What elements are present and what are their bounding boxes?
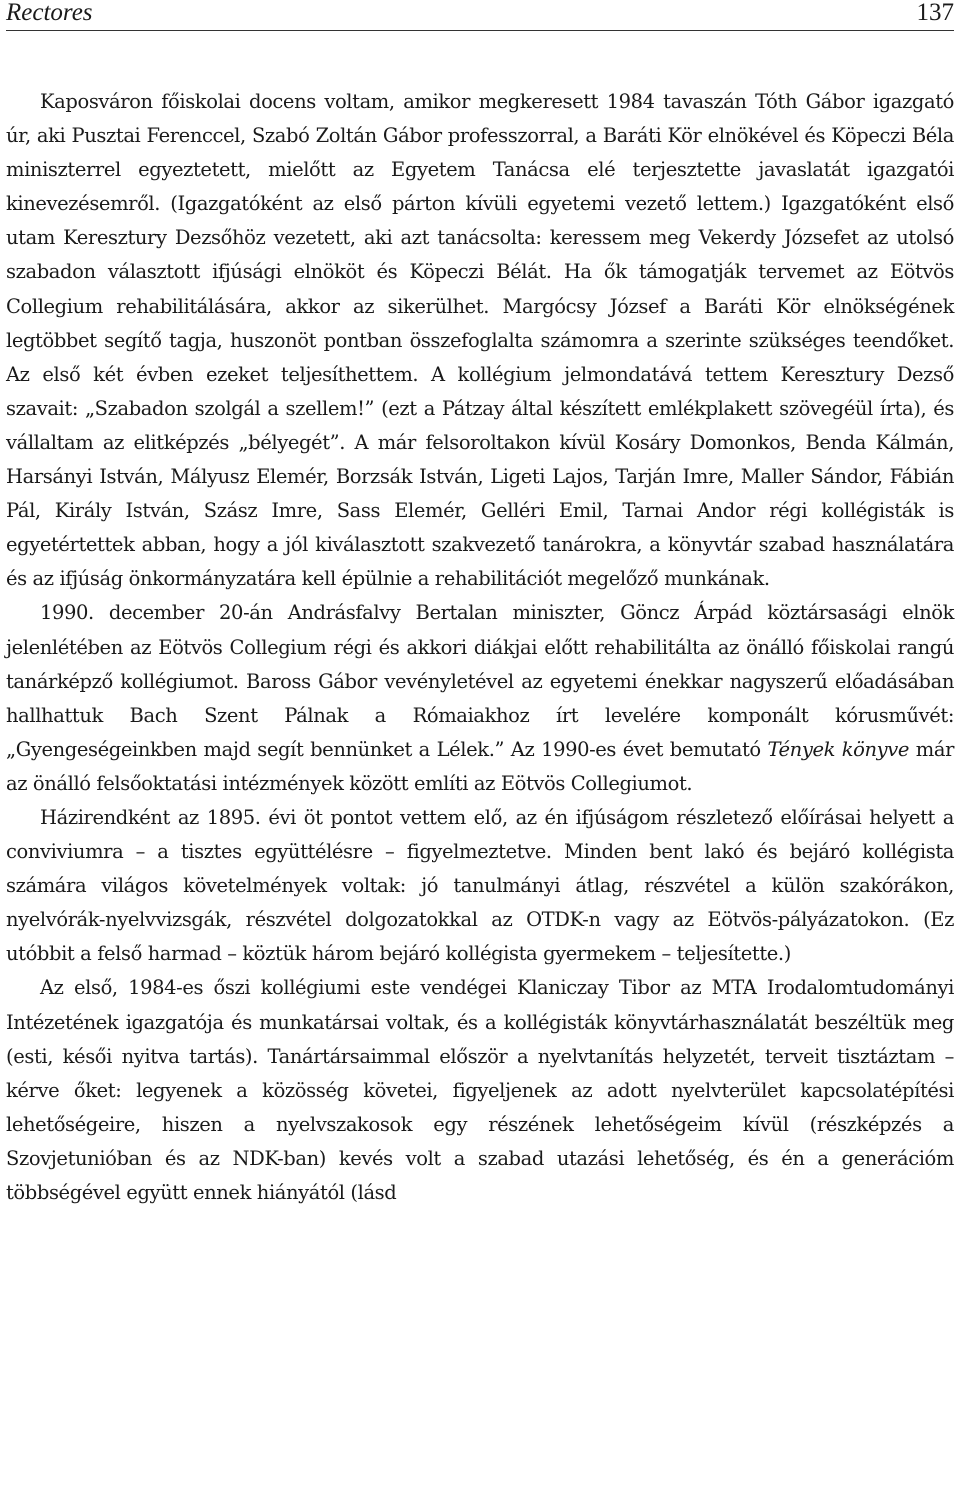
paragraph-2-text: 1990. december 20-án Andrásfalvy Bertalan miniszter, Göncz Árpád köztársasági elnök jelenlétében az Eötvös Collegium régi és akkori diákjai előtt rehabilitálta az önálló főiskolai rangú tanárképző kollégiumot. Baross Gábor vevényletével az egyetemi énekkar nagyszerű előadásában hallhattuk Bach Szent Pálnak a Rómaiakhoz írt levelére komponált kórusművét: „Gyengeségeinkben majd segít bennünket a Lélek.” Az 1990-es évet bemutató bbox=[6, 601, 954, 761]
paragraph-2 bbox=[6, 596, 954, 801]
paragraph-1: Kaposváron főiskolai docens voltam, amikor megkeresett 1984 tavaszán Tóth Gábor igazgató úr, aki Pusztai Ferenccel, Szabó Zoltán Gábor professzorral, a Baráti Kör elnökével és Köpeczi Béla miniszterrel egyeztetett, mielőtt az Egyetem Tanácsa elé terjesztette javaslatát igazgatói kinevezésemről. (Igazgatóként az első párton kívüli egyetemi vezető lettem.) Igazgatóként első utam Keresztury Dezsőhöz vezetett, aki azt tanácsolta: keressem meg Vekerdy Józsefet az utolsó szabadon választott ifjúsági elnököt és Köpeczi Bélát. Ha ők támogatják tervemet az Eötvös Collegium rehabilitálására, akkor az sikerülhet. Margócsy József a Baráti Kör elnökségének legtöbbet segítő tagja, huszonöt pontban összefoglalta számomra a szerinte szükséges teendőket. Az első két évben ezeket teljesíthettem. A kollégium jelmondatává tettem Keresztury Dezső szavait: „Szabadon szolgál a szellem!” (ezt a Pátzay által készített emlékplakett szövegéül írta), és vállaltam az elitképzés „bélyegét”. A már felsoroltakon kívül Kosáry Domonkos, Benda Kálmán, Harsányi István, Mályusz Elemér, Borzsák István, Ligeti Lajos, Tarján Imre, Maller Sándor, Fábián Pál, Király István, Szász Imre, Sass Elemér, Gelléri Emil, Tarnai Andor régi kollégisták is egyetértettek abban, hogy a jól kiválasztott szakvezető tanárokra, a könyvtár szabad használatára és az ifjúság önkormányzatára kell épülnie a rehabilitációt megelőző munkának. bbox=[6, 90, 954, 591]
running-header bbox=[6, 0, 954, 31]
paragraph-2-text-end: már az önálló felsőoktatási intézmények között említi az Eötvös Collegiumot. bbox=[6, 737, 954, 795]
page-number: 137 bbox=[916, 0, 954, 26]
book-title-italic: Tények könyve bbox=[767, 737, 910, 761]
paragraph-4: Az első, 1984-es őszi kollégiumi este vendégei Klaniczay Tibor az MTA Irodalomtudományi Intézetének igazgatója és munkatársai voltak, és a kollégisták könyvtárhasználatát beszéltük meg (esti, késői nyitva tartás). Tanártársaimmal először a nyelvtanítás helyzetét, terveit tisztáztam – kérve őket: legyenek a közösség követei, figyeljenek az adott nyelvterület kapcsolatépítési lehetőségeire, hiszen a nyelvszakosok egy részének lehetőségeim kívül (részképzés a Szovjetunióban és az NDK-ban) kevés volt a szabad utazási lehetőség, és én a generációm többségével együtt ennek hiányától (lásd bbox=[6, 976, 954, 1204]
body-text bbox=[6, 85, 954, 1210]
running-title: Rectores bbox=[6, 0, 93, 26]
paragraph-3: Házirendként az 1895. évi öt pontot vettem elő, az én ifjúságom részletező előírásai helyett a conviviumra – a tisztes együttélésre – figyelmeztetve. Minden bent lakó és bejáró kollégista számára világos követelmények voltak: jó tanulmányi átlag, részvétel a külön szakórákon, nyelvórák-nyelvvizsgák, részvétel dolgozatokkal az OTDK-n vagy az Eötvös-pályázatokon. (Ez utóbbit a felső harmad – köztük három bejáró kollégista gyermekem – teljesítette.) bbox=[6, 805, 954, 966]
